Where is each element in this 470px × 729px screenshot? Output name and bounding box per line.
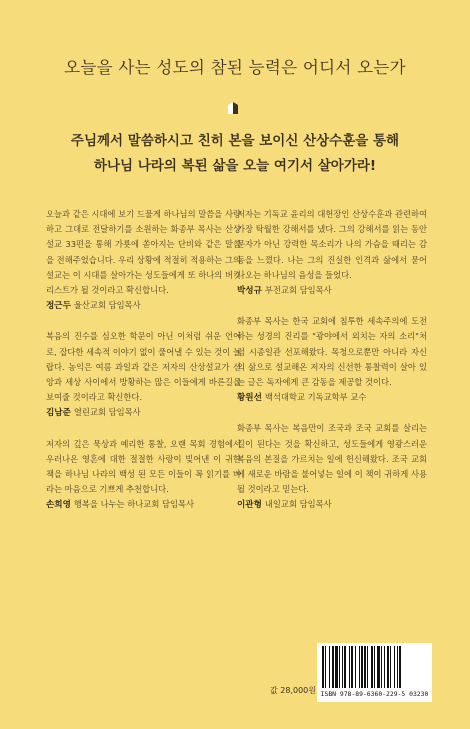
endorsement-signature [46,405,241,421]
endorser-role: 내일교회 담임목사 [264,499,332,510]
endorser-name: 정근두 [46,301,71,312]
endorsement [46,329,241,421]
endorsement [46,437,241,514]
headline-line-2: 하나님 나라의 복된 삶을 오늘 여기서 살아가라! [93,158,377,174]
headline-line-1: 주님께서 말씀하시고 친히 본을 보이신 산상수훈을 통해 [70,133,400,149]
headline [0,129,470,179]
endorser-name: 이관형 [237,500,262,511]
endorsement [237,421,427,513]
endorser-role: 부전교회 담임목사 [264,285,332,296]
isbn-text: ISBN 978-89-6360-229-5 03230 [320,690,429,698]
endorsement-text: 복음의 진수를 심오한 학문이 아닌 이처럼 쉬운 언어로, 잡다한 세속적 이야기 없이 풀어낼 수 있는 것이 놀랍다. 농익은 여름 과일과 같은 저자의 산상설교가 신앙과 세상 사이에서 방황하는 많은 이들에게 바른길을 보여줄 것이라고 확신한다. [46,331,241,403]
endorsement [46,207,241,314]
endorsement-signature [237,497,427,513]
endorsement-text: 저자는 기독교 윤리의 대헌장인 산상수훈과 관련하여 가장 탁월한 강해서를 냈다. 그의 강해서를 읽는 동안 문자가 아닌 강력한 목소리가 나의 가슴을 때리는 감동을 느꼈다. 나는 그의 진실한 인격과 삶에서 묻어 나오는 하나님의 음성을 들었다. [237,209,427,280]
endorser-name: 황원선 [237,393,262,404]
endorser-name: 박성규 [237,286,262,297]
endorser-name: 손희영 [46,500,71,511]
endorser-role: 울산교회 담임목사 [73,300,141,311]
endorsement-text: 오늘과 같은 시대에 보기 드물게 하나님의 말씀을 사랑하고 그대로 전달하기를 소원하는 화종부 목사는 산상설교 33편을 통해 가룟에 쏟아지는 단비와 같은 말씀을 전해주었습니다. 우리 상황에 적절히 적용하는 그의 설교는 이 시대를 살아가는 성도들에게 또 하나의 버킷 리스트가 될 것이라고 확신합니다. [46,209,241,296]
endorsement [237,314,427,406]
endorser-role: 열린교회 담임목사 [73,407,141,418]
endorsement-text: 화종부 목사는 한국 교회에 침투한 세속주의에 도전하는 성경의 진리를 "광야에서 외치는 자의 소리"처럼 시종일관 선포해왔다. 목청으로뿐만 아니라 자신의 삶으로 설교해온 저자의 신선한 통찰력이 살아 있는 글은 독자에게 큰 감동을 제공할 것이다. [237,316,427,388]
endorsement-signature [237,390,427,406]
isbn-barcode [317,643,432,702]
endorser-role: 백석대학교 기독교학부 교수 [264,392,367,403]
endorser-role: 행복을 나누는 하나교회 담임목사 [73,499,195,510]
endorsements-right-column [237,207,427,529]
endorser-name: 김남준 [46,408,71,419]
publisher-logo-icon [226,101,240,115]
endorsement-signature [237,283,427,299]
cover-title: 오늘을 사는 성도의 참된 능력은 어디서 오는가 [64,58,406,77]
barcode-bars [320,646,429,688]
endorsement-text: 화종부 목사는 복음만이 조국과 조국 교회를 살리는 길이 된다는 것을 확신하고, 성도들에게 영광스러운 복음의 본질을 가르치는 일에 헌신해왔다. 조국 교회에 새로운 바람을 불어넣는 일에 이 책이 귀하게 사용될 것이라고 믿는다. [237,423,427,495]
endorsement [237,207,427,299]
endorsement-text: 저자의 깊은 묵상과 예리한 통찰, 오랜 목회 경험에서 우러나온 영혼에 대한 절절한 사랑이 빚어낸 이 귀한 책을 하나님 나라의 백성 된 모든 이들이 꼭 읽기를 바라는 마음으로 기쁘게 추천합니다. [46,438,241,495]
endorsement-signature [46,298,241,314]
endorsement-signature [46,497,241,513]
endorsements-left-column [46,207,241,529]
price-label: 값 28,000원 [270,686,316,695]
